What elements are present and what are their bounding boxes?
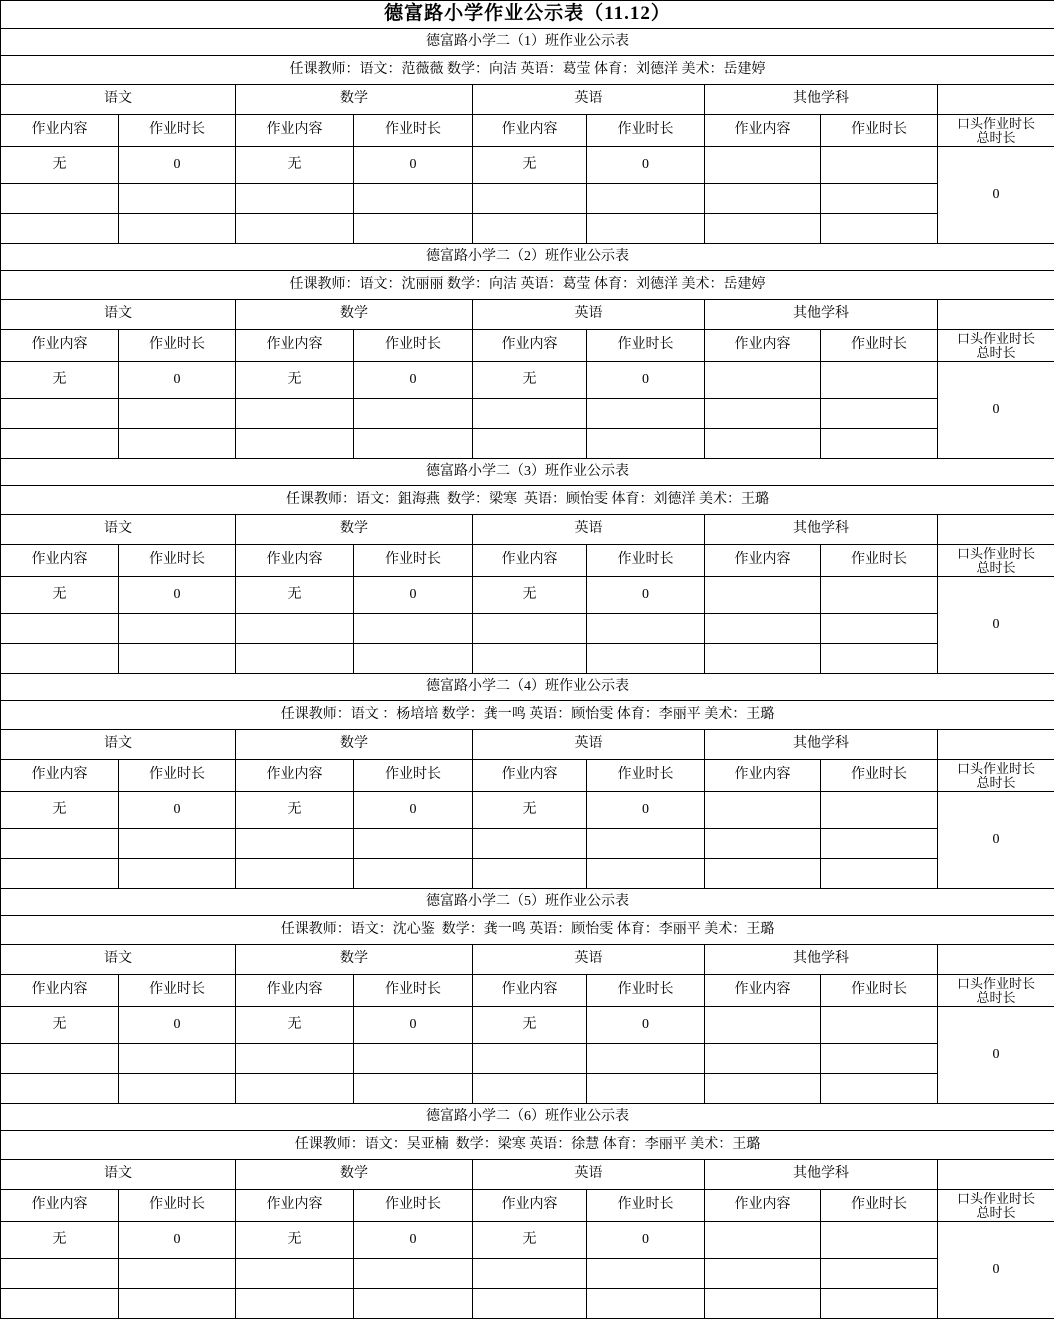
page-title: 德富路小学作业公示表（11.12） (1, 1, 1054, 29)
oral-header-line2: 总时长 (938, 776, 1054, 790)
cell-oral-total: 0 (938, 577, 1054, 674)
empty-cell (354, 399, 473, 429)
cell-english-content: 无 (473, 147, 587, 184)
col-header-content: 作业内容 (236, 115, 354, 147)
section-title: 德富路小学二（3）班作业公示表 (1, 459, 1054, 486)
class-section-6 (1, 1104, 1054, 1319)
oral-header-line2: 总时长 (938, 1206, 1054, 1220)
col-header-duration: 作业时长 (119, 115, 236, 147)
empty-cell (705, 1259, 821, 1289)
cell-chinese-duration: 0 (119, 362, 236, 399)
cell-other-content (705, 577, 821, 614)
empty-cell (236, 829, 354, 859)
empty-cell (119, 214, 236, 244)
col-header-content: 作业内容 (236, 975, 354, 1007)
oral-header-line1: 口头作业时长 (938, 332, 1054, 346)
cell-math-content: 无 (236, 147, 354, 184)
empty-cell (587, 1259, 705, 1289)
oral-header-line2: 总时长 (938, 346, 1054, 360)
subject-header-english: 英语 (473, 945, 705, 975)
subject-header-english: 英语 (473, 85, 705, 115)
oral-header-spacer-cell (938, 730, 1054, 760)
section-title: 德富路小学二（4）班作业公示表 (1, 674, 1054, 701)
empty-cell (236, 184, 354, 214)
subject-header-math: 数学 (236, 1160, 473, 1190)
col-header-duration: 作业时长 (354, 330, 473, 362)
cell-chinese-content: 无 (1, 1007, 119, 1044)
empty-cell (821, 1289, 938, 1319)
col-header-oral-total (938, 975, 1054, 1007)
col-header-duration: 作业时长 (587, 115, 705, 147)
section-teachers: 任课教师：语文：鉏海燕 数学：梁寒 英语：顾怡雯 体育：刘德洋 美术：王璐 (1, 486, 1054, 515)
subject-header-other: 其他学科 (705, 515, 938, 545)
col-header-duration: 作业时长 (587, 760, 705, 792)
empty-cell (236, 399, 354, 429)
col-header-content: 作业内容 (473, 545, 587, 577)
col-header-content: 作业内容 (1, 330, 119, 362)
empty-cell (119, 644, 236, 674)
cell-math-duration: 0 (354, 1222, 473, 1259)
empty-cell (705, 184, 821, 214)
col-header-oral-total (938, 1190, 1054, 1222)
cell-math-duration: 0 (354, 577, 473, 614)
col-header-content: 作业内容 (705, 115, 821, 147)
oral-header-line1: 口头作业时长 (938, 547, 1054, 561)
cell-chinese-content: 无 (1, 1222, 119, 1259)
empty-cell (587, 1074, 705, 1104)
empty-cell (587, 399, 705, 429)
col-header-content: 作业内容 (236, 760, 354, 792)
oral-header-spacer-cell (938, 85, 1054, 115)
cell-chinese-duration: 0 (119, 577, 236, 614)
subject-header-english: 英语 (473, 730, 705, 760)
subject-header-math: 数学 (236, 730, 473, 760)
cell-other-duration (821, 147, 938, 184)
empty-cell (473, 1289, 587, 1319)
empty-cell (821, 1259, 938, 1289)
empty-cell (821, 429, 938, 459)
empty-cell (705, 399, 821, 429)
empty-cell (119, 1259, 236, 1289)
subject-header-english: 英语 (473, 515, 705, 545)
oral-header-spacer-cell (938, 515, 1054, 545)
class-section-2 (1, 244, 1054, 459)
cell-other-content (705, 362, 821, 399)
cell-english-duration: 0 (587, 577, 705, 614)
col-header-duration: 作业时长 (119, 545, 236, 577)
class-section-1 (1, 29, 1054, 244)
empty-cell (354, 1259, 473, 1289)
empty-cell (821, 399, 938, 429)
oral-header-spacer-cell (938, 945, 1054, 975)
empty-cell (1, 429, 119, 459)
empty-cell (354, 184, 473, 214)
subject-header-chinese: 语文 (1, 515, 236, 545)
empty-cell (587, 614, 705, 644)
class-section-5 (1, 889, 1054, 1104)
cell-math-duration: 0 (354, 792, 473, 829)
col-header-oral-total (938, 760, 1054, 792)
empty-cell (821, 829, 938, 859)
oral-header-line2: 总时长 (938, 991, 1054, 1005)
empty-cell (119, 184, 236, 214)
cell-chinese-content: 无 (1, 362, 119, 399)
empty-cell (1, 1074, 119, 1104)
empty-cell (1, 614, 119, 644)
empty-cell (473, 829, 587, 859)
col-header-content: 作业内容 (705, 545, 821, 577)
oral-header-line1: 口头作业时长 (938, 117, 1054, 131)
empty-cell (821, 1074, 938, 1104)
col-header-duration: 作业时长 (354, 545, 473, 577)
col-header-duration: 作业时长 (119, 330, 236, 362)
col-header-duration: 作业时长 (821, 115, 938, 147)
empty-cell (354, 829, 473, 859)
empty-cell (473, 399, 587, 429)
class-section-3 (1, 459, 1054, 674)
empty-cell (705, 644, 821, 674)
cell-chinese-content: 无 (1, 147, 119, 184)
empty-cell (821, 214, 938, 244)
col-header-content: 作业内容 (1, 975, 119, 1007)
empty-cell (1, 829, 119, 859)
oral-header-line1: 口头作业时长 (938, 762, 1054, 776)
subject-header-chinese: 语文 (1, 300, 236, 330)
cell-oral-total: 0 (938, 1222, 1054, 1319)
oral-header-spacer-cell (938, 300, 1054, 330)
cell-math-duration: 0 (354, 147, 473, 184)
empty-cell (1, 214, 119, 244)
col-header-content: 作业内容 (473, 330, 587, 362)
empty-cell (821, 184, 938, 214)
col-header-duration: 作业时长 (821, 760, 938, 792)
empty-cell (705, 1289, 821, 1319)
empty-cell (821, 859, 938, 889)
col-header-duration: 作业时长 (119, 975, 236, 1007)
subject-header-math: 数学 (236, 85, 473, 115)
col-header-duration: 作业时长 (587, 975, 705, 1007)
col-header-duration: 作业时长 (354, 760, 473, 792)
section-teachers: 任课教师：语文：范薇薇 数学：向洁 英语：葛莹 体育：刘德洋 美术：岳建婷 (1, 56, 1054, 85)
empty-cell (236, 614, 354, 644)
subject-header-chinese: 语文 (1, 730, 236, 760)
cell-other-duration (821, 1222, 938, 1259)
col-header-duration: 作业时长 (821, 975, 938, 1007)
oral-header-line2: 总时长 (938, 131, 1054, 145)
cell-english-content: 无 (473, 577, 587, 614)
subject-header-english: 英语 (473, 300, 705, 330)
cell-chinese-duration: 0 (119, 1222, 236, 1259)
cell-other-content (705, 792, 821, 829)
col-header-duration: 作业时长 (821, 545, 938, 577)
empty-cell (1, 859, 119, 889)
empty-cell (119, 1044, 236, 1074)
section-teachers: 任课教师：语文：沈丽丽 数学：向洁 英语：葛莹 体育：刘德洋 美术：岳建婷 (1, 271, 1054, 300)
col-header-duration: 作业时长 (119, 760, 236, 792)
subject-header-chinese: 语文 (1, 1160, 236, 1190)
cell-math-content: 无 (236, 1222, 354, 1259)
empty-cell (119, 429, 236, 459)
empty-cell (119, 1074, 236, 1104)
col-header-content: 作业内容 (473, 1190, 587, 1222)
empty-cell (236, 859, 354, 889)
section-title: 德富路小学二（1）班作业公示表 (1, 29, 1054, 56)
subject-header-other: 其他学科 (705, 85, 938, 115)
empty-cell (354, 1044, 473, 1074)
col-header-content: 作业内容 (705, 330, 821, 362)
col-header-content: 作业内容 (1, 1190, 119, 1222)
col-header-content: 作业内容 (473, 975, 587, 1007)
col-header-duration: 作业时长 (587, 1190, 705, 1222)
section-teachers: 任课教师：语文 ：杨培培 数学：龚一鸣 英语：顾怡雯 体育：李丽平 美术：王璐 (1, 701, 1054, 730)
empty-cell (236, 429, 354, 459)
empty-cell (119, 829, 236, 859)
empty-cell (705, 214, 821, 244)
subject-header-chinese: 语文 (1, 945, 236, 975)
cell-oral-total: 0 (938, 147, 1054, 244)
section-teachers: 任课教师：语文：吴亚楠 数学：梁寒 英语：徐慧 体育：李丽平 美术：王璐 (1, 1131, 1054, 1160)
col-header-content: 作业内容 (236, 330, 354, 362)
cell-chinese-duration: 0 (119, 147, 236, 184)
empty-cell (1, 1289, 119, 1319)
cell-oral-total: 0 (938, 362, 1054, 459)
empty-cell (821, 1044, 938, 1074)
empty-cell (119, 859, 236, 889)
oral-header-spacer-cell (938, 1160, 1054, 1190)
empty-cell (354, 859, 473, 889)
empty-cell (587, 644, 705, 674)
empty-cell (473, 1074, 587, 1104)
subject-header-other: 其他学科 (705, 730, 938, 760)
empty-cell (821, 614, 938, 644)
empty-cell (119, 614, 236, 644)
col-header-content: 作业内容 (1, 545, 119, 577)
cell-other-duration (821, 1007, 938, 1044)
empty-cell (587, 429, 705, 459)
col-header-content: 作业内容 (473, 760, 587, 792)
section-title: 德富路小学二（5）班作业公示表 (1, 889, 1054, 916)
cell-english-duration: 0 (587, 1007, 705, 1044)
subject-header-english: 英语 (473, 1160, 705, 1190)
cell-math-content: 无 (236, 1007, 354, 1044)
cell-english-content: 无 (473, 362, 587, 399)
empty-cell (473, 859, 587, 889)
cell-oral-total: 0 (938, 1007, 1054, 1104)
cell-other-content (705, 1222, 821, 1259)
empty-cell (354, 1289, 473, 1319)
cell-math-duration: 0 (354, 1007, 473, 1044)
cell-english-content: 无 (473, 1007, 587, 1044)
cell-chinese-content: 无 (1, 577, 119, 614)
empty-cell (705, 829, 821, 859)
cell-math-content: 无 (236, 792, 354, 829)
col-header-duration: 作业时长 (354, 975, 473, 1007)
empty-cell (1, 184, 119, 214)
empty-cell (473, 1259, 587, 1289)
cell-other-content (705, 147, 821, 184)
empty-cell (119, 1289, 236, 1319)
empty-cell (705, 429, 821, 459)
col-header-duration: 作业时长 (587, 330, 705, 362)
cell-english-content: 无 (473, 1222, 587, 1259)
cell-english-duration: 0 (587, 1222, 705, 1259)
empty-cell (587, 1289, 705, 1319)
cell-chinese-content: 无 (1, 792, 119, 829)
empty-cell (236, 1289, 354, 1319)
col-header-oral-total (938, 115, 1054, 147)
empty-cell (821, 644, 938, 674)
cell-other-duration (821, 792, 938, 829)
cell-chinese-duration: 0 (119, 792, 236, 829)
empty-cell (1, 1259, 119, 1289)
cell-oral-total: 0 (938, 792, 1054, 889)
empty-cell (236, 1044, 354, 1074)
col-header-duration: 作业时长 (821, 330, 938, 362)
subject-header-math: 数学 (236, 300, 473, 330)
empty-cell (705, 614, 821, 644)
subject-header-chinese: 语文 (1, 85, 236, 115)
empty-cell (705, 1074, 821, 1104)
col-header-content: 作业内容 (236, 1190, 354, 1222)
empty-cell (473, 214, 587, 244)
cell-chinese-duration: 0 (119, 1007, 236, 1044)
empty-cell (705, 859, 821, 889)
empty-cell (236, 644, 354, 674)
empty-cell (587, 214, 705, 244)
empty-cell (587, 184, 705, 214)
cell-math-duration: 0 (354, 362, 473, 399)
cell-english-duration: 0 (587, 792, 705, 829)
cell-other-content (705, 1007, 821, 1044)
empty-cell (473, 1044, 587, 1074)
col-header-duration: 作业时长 (354, 115, 473, 147)
empty-cell (587, 1044, 705, 1074)
col-header-duration: 作业时长 (354, 1190, 473, 1222)
empty-cell (354, 1074, 473, 1104)
empty-cell (473, 644, 587, 674)
empty-cell (236, 1259, 354, 1289)
empty-cell (236, 1074, 354, 1104)
col-header-content: 作业内容 (1, 760, 119, 792)
subject-header-math: 数学 (236, 515, 473, 545)
empty-cell (354, 429, 473, 459)
empty-cell (236, 214, 354, 244)
col-header-content: 作业内容 (705, 760, 821, 792)
col-header-content: 作业内容 (1, 115, 119, 147)
col-header-content: 作业内容 (705, 1190, 821, 1222)
cell-english-duration: 0 (587, 362, 705, 399)
cell-math-content: 无 (236, 577, 354, 614)
empty-cell (1, 399, 119, 429)
col-header-oral-total (938, 545, 1054, 577)
cell-english-content: 无 (473, 792, 587, 829)
oral-header-line1: 口头作业时长 (938, 1192, 1054, 1206)
empty-cell (587, 829, 705, 859)
empty-cell (1, 644, 119, 674)
cell-other-duration (821, 362, 938, 399)
empty-cell (354, 214, 473, 244)
subject-header-math: 数学 (236, 945, 473, 975)
empty-cell (354, 644, 473, 674)
section-title: 德富路小学二（2）班作业公示表 (1, 244, 1054, 271)
subject-header-other: 其他学科 (705, 1160, 938, 1190)
empty-cell (587, 859, 705, 889)
class-section-4 (1, 674, 1054, 889)
empty-cell (1, 1044, 119, 1074)
oral-header-line2: 总时长 (938, 561, 1054, 575)
col-header-duration: 作业时长 (587, 545, 705, 577)
empty-cell (119, 399, 236, 429)
col-header-duration: 作业时长 (119, 1190, 236, 1222)
empty-cell (705, 1044, 821, 1074)
col-header-content: 作业内容 (705, 975, 821, 1007)
col-header-duration: 作业时长 (821, 1190, 938, 1222)
cell-other-duration (821, 577, 938, 614)
subject-header-other: 其他学科 (705, 945, 938, 975)
col-header-content: 作业内容 (473, 115, 587, 147)
col-header-oral-total (938, 330, 1054, 362)
section-teachers: 任课教师：语文：沈心鉴 数学：龚一鸣 英语：顾怡雯 体育：李丽平 美术：王璐 (1, 916, 1054, 945)
empty-cell (473, 429, 587, 459)
cell-math-content: 无 (236, 362, 354, 399)
empty-cell (354, 614, 473, 644)
col-header-content: 作业内容 (236, 545, 354, 577)
empty-cell (473, 184, 587, 214)
cell-english-duration: 0 (587, 147, 705, 184)
oral-header-line1: 口头作业时长 (938, 977, 1054, 991)
section-title: 德富路小学二（6）班作业公示表 (1, 1104, 1054, 1131)
empty-cell (473, 614, 587, 644)
subject-header-other: 其他学科 (705, 300, 938, 330)
